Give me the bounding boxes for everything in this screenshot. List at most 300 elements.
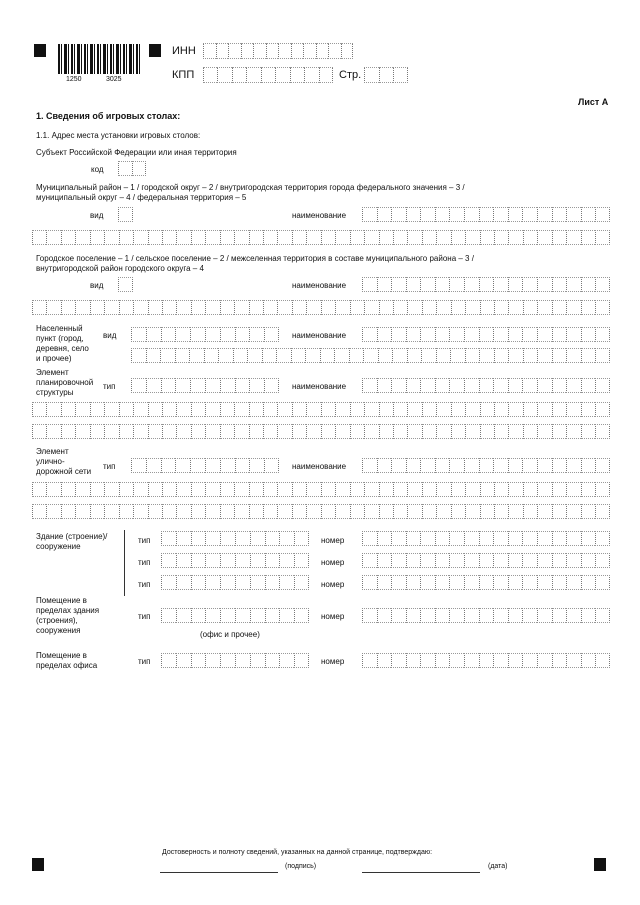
char-cell[interactable]	[494, 348, 509, 363]
char-cell[interactable]	[319, 67, 333, 83]
char-cell[interactable]	[32, 504, 46, 519]
char-cell[interactable]	[552, 327, 567, 342]
char-cell[interactable]	[321, 300, 335, 315]
char-cell[interactable]	[104, 230, 118, 245]
char-cell[interactable]	[148, 424, 162, 439]
char-cell[interactable]	[393, 424, 407, 439]
char-cell[interactable]	[379, 67, 394, 83]
char-cell[interactable]	[275, 67, 289, 83]
char-cell[interactable]	[391, 531, 406, 546]
char-cell[interactable]	[581, 402, 595, 417]
char-cell[interactable]	[566, 300, 580, 315]
char-cell[interactable]	[90, 424, 104, 439]
char-cell[interactable]	[362, 378, 377, 393]
char-cell[interactable]	[436, 424, 450, 439]
char-cell[interactable]	[321, 402, 335, 417]
char-cell[interactable]	[537, 424, 551, 439]
municipal-name-field-row-2[interactable]	[32, 230, 610, 245]
char-cell[interactable]	[379, 482, 393, 497]
char-cell[interactable]	[377, 277, 392, 292]
char-cell[interactable]	[46, 482, 60, 497]
char-cell[interactable]	[449, 207, 464, 222]
char-cell[interactable]	[161, 575, 176, 590]
char-cell[interactable]	[175, 378, 190, 393]
char-cell[interactable]	[406, 531, 421, 546]
char-cell[interactable]	[391, 378, 406, 393]
char-cell[interactable]	[264, 458, 279, 473]
char-cell[interactable]	[61, 424, 75, 439]
char-cell[interactable]	[220, 458, 235, 473]
char-cell[interactable]	[436, 300, 450, 315]
char-cell[interactable]	[522, 575, 537, 590]
char-cell[interactable]	[420, 207, 435, 222]
char-cell[interactable]	[335, 504, 349, 519]
char-cell[interactable]	[422, 402, 436, 417]
char-cell[interactable]	[480, 300, 494, 315]
char-cell[interactable]	[250, 575, 265, 590]
char-cell[interactable]	[465, 300, 479, 315]
char-cell[interactable]	[581, 608, 596, 623]
char-cell[interactable]	[465, 348, 480, 363]
char-cell[interactable]	[436, 402, 450, 417]
char-cell[interactable]	[464, 207, 479, 222]
char-cell[interactable]	[406, 608, 421, 623]
char-cell[interactable]	[306, 300, 320, 315]
char-cell[interactable]	[465, 230, 479, 245]
char-cell[interactable]	[378, 348, 393, 363]
char-cell[interactable]	[435, 327, 450, 342]
char-cell[interactable]	[233, 348, 248, 363]
char-cell[interactable]	[191, 553, 206, 568]
char-cell[interactable]	[250, 653, 265, 668]
char-cell[interactable]	[220, 424, 234, 439]
char-cell[interactable]	[350, 402, 364, 417]
char-cell[interactable]	[235, 531, 250, 546]
char-cell[interactable]	[364, 504, 378, 519]
planning-name-field-row-2[interactable]	[32, 402, 610, 417]
char-cell[interactable]	[552, 575, 567, 590]
char-cell[interactable]	[191, 402, 205, 417]
char-cell[interactable]	[537, 458, 552, 473]
char-cell[interactable]	[161, 378, 176, 393]
char-cell[interactable]	[250, 553, 265, 568]
char-cell[interactable]	[241, 43, 254, 59]
char-cell[interactable]	[234, 504, 248, 519]
char-cell[interactable]	[393, 230, 407, 245]
char-cell[interactable]	[228, 43, 241, 59]
char-cell[interactable]	[508, 531, 523, 546]
building-kind-field-2[interactable]	[161, 553, 309, 568]
char-cell[interactable]	[595, 531, 610, 546]
char-cell[interactable]	[292, 230, 306, 245]
char-cell[interactable]	[522, 327, 537, 342]
char-cell[interactable]	[220, 482, 234, 497]
char-cell[interactable]	[250, 531, 265, 546]
char-cell[interactable]	[176, 504, 190, 519]
char-cell[interactable]	[422, 300, 436, 315]
char-cell[interactable]	[294, 553, 309, 568]
char-cell[interactable]	[581, 482, 595, 497]
char-cell[interactable]	[191, 230, 205, 245]
char-cell[interactable]	[263, 504, 277, 519]
char-cell[interactable]	[205, 424, 219, 439]
char-cell[interactable]	[46, 424, 60, 439]
char-cell[interactable]	[131, 348, 146, 363]
char-cell[interactable]	[292, 504, 306, 519]
char-cell[interactable]	[189, 348, 204, 363]
char-cell[interactable]	[493, 378, 508, 393]
char-cell[interactable]	[234, 424, 248, 439]
char-cell[interactable]	[566, 327, 581, 342]
char-cell[interactable]	[435, 277, 450, 292]
char-cell[interactable]	[595, 424, 609, 439]
char-cell[interactable]	[479, 327, 494, 342]
char-cell[interactable]	[291, 348, 306, 363]
char-cell[interactable]	[191, 653, 206, 668]
char-cell[interactable]	[479, 653, 494, 668]
char-cell[interactable]	[451, 504, 465, 519]
char-cell[interactable]	[279, 553, 294, 568]
char-cell[interactable]	[364, 230, 378, 245]
char-cell[interactable]	[133, 230, 147, 245]
char-cell[interactable]	[175, 348, 190, 363]
char-cell[interactable]	[146, 378, 161, 393]
char-cell[interactable]	[328, 43, 341, 59]
char-cell[interactable]	[449, 458, 464, 473]
char-cell[interactable]	[493, 277, 508, 292]
char-cell[interactable]	[449, 531, 464, 546]
char-cell[interactable]	[362, 327, 377, 342]
char-cell[interactable]	[537, 300, 551, 315]
char-cell[interactable]	[566, 348, 581, 363]
char-cell[interactable]	[118, 161, 132, 176]
char-cell[interactable]	[552, 378, 567, 393]
char-cell[interactable]	[362, 575, 377, 590]
settlement-type-field[interactable]	[118, 277, 133, 292]
char-cell[interactable]	[175, 458, 190, 473]
building-number-field-2[interactable]	[362, 553, 610, 568]
char-cell[interactable]	[435, 553, 450, 568]
char-cell[interactable]	[146, 327, 161, 342]
char-cell[interactable]	[522, 207, 537, 222]
char-cell[interactable]	[406, 553, 421, 568]
char-cell[interactable]	[508, 277, 523, 292]
char-cell[interactable]	[148, 230, 162, 245]
char-cell[interactable]	[449, 553, 464, 568]
char-cell[interactable]	[279, 531, 294, 546]
char-cell[interactable]	[294, 608, 309, 623]
char-cell[interactable]	[277, 482, 291, 497]
char-cell[interactable]	[61, 300, 75, 315]
char-cell[interactable]	[249, 458, 264, 473]
char-cell[interactable]	[249, 402, 263, 417]
char-cell[interactable]	[420, 653, 435, 668]
subject-code-field[interactable]	[118, 161, 146, 176]
char-cell[interactable]	[552, 458, 567, 473]
char-cell[interactable]	[493, 458, 508, 473]
char-cell[interactable]	[581, 424, 595, 439]
char-cell[interactable]	[449, 378, 464, 393]
char-cell[interactable]	[464, 458, 479, 473]
char-cell[interactable]	[464, 553, 479, 568]
char-cell[interactable]	[493, 207, 508, 222]
char-cell[interactable]	[581, 458, 596, 473]
char-cell[interactable]	[537, 653, 552, 668]
char-cell[interactable]	[75, 424, 89, 439]
char-cell[interactable]	[479, 207, 494, 222]
street-name-field-row-3[interactable]	[32, 504, 610, 519]
char-cell[interactable]	[205, 575, 220, 590]
char-cell[interactable]	[162, 402, 176, 417]
char-cell[interactable]	[595, 277, 610, 292]
char-cell[interactable]	[32, 482, 46, 497]
char-cell[interactable]	[552, 424, 566, 439]
char-cell[interactable]	[391, 277, 406, 292]
char-cell[interactable]	[191, 424, 205, 439]
char-cell[interactable]	[436, 230, 450, 245]
char-cell[interactable]	[522, 653, 537, 668]
char-cell[interactable]	[449, 608, 464, 623]
char-cell[interactable]	[393, 402, 407, 417]
char-cell[interactable]	[232, 67, 246, 83]
char-cell[interactable]	[32, 424, 46, 439]
char-cell[interactable]	[451, 402, 465, 417]
char-cell[interactable]	[303, 43, 316, 59]
char-cell[interactable]	[508, 553, 523, 568]
char-cell[interactable]	[494, 482, 508, 497]
char-cell[interactable]	[480, 482, 494, 497]
char-cell[interactable]	[205, 531, 220, 546]
char-cell[interactable]	[250, 608, 265, 623]
char-cell[interactable]	[566, 378, 581, 393]
char-cell[interactable]	[379, 504, 393, 519]
char-cell[interactable]	[235, 458, 250, 473]
char-cell[interactable]	[235, 653, 250, 668]
char-cell[interactable]	[537, 553, 552, 568]
char-cell[interactable]	[61, 230, 75, 245]
char-cell[interactable]	[436, 348, 451, 363]
char-cell[interactable]	[465, 504, 479, 519]
char-cell[interactable]	[391, 653, 406, 668]
char-cell[interactable]	[235, 608, 250, 623]
char-cell[interactable]	[205, 653, 220, 668]
char-cell[interactable]	[406, 575, 421, 590]
char-cell[interactable]	[379, 424, 393, 439]
char-cell[interactable]	[249, 424, 263, 439]
char-cell[interactable]	[205, 230, 219, 245]
char-cell[interactable]	[306, 230, 320, 245]
char-cell[interactable]	[595, 553, 610, 568]
char-cell[interactable]	[175, 327, 190, 342]
char-cell[interactable]	[205, 608, 220, 623]
char-cell[interactable]	[480, 424, 494, 439]
char-cell[interactable]	[420, 553, 435, 568]
signature-line[interactable]	[160, 872, 278, 873]
char-cell[interactable]	[522, 277, 537, 292]
char-cell[interactable]	[552, 531, 567, 546]
char-cell[interactable]	[581, 575, 596, 590]
char-cell[interactable]	[341, 43, 354, 59]
char-cell[interactable]	[90, 300, 104, 315]
char-cell[interactable]	[265, 653, 280, 668]
char-cell[interactable]	[146, 348, 161, 363]
char-cell[interactable]	[204, 348, 219, 363]
char-cell[interactable]	[90, 504, 104, 519]
char-cell[interactable]	[220, 504, 234, 519]
char-cell[interactable]	[321, 424, 335, 439]
char-cell[interactable]	[552, 504, 566, 519]
char-cell[interactable]	[162, 504, 176, 519]
page-number-field[interactable]	[364, 67, 408, 83]
char-cell[interactable]	[266, 43, 279, 59]
char-cell[interactable]	[234, 230, 248, 245]
char-cell[interactable]	[449, 327, 464, 342]
char-cell[interactable]	[305, 348, 320, 363]
char-cell[interactable]	[595, 482, 609, 497]
char-cell[interactable]	[277, 504, 291, 519]
char-cell[interactable]	[450, 348, 465, 363]
char-cell[interactable]	[522, 378, 537, 393]
char-cell[interactable]	[133, 482, 147, 497]
char-cell[interactable]	[464, 531, 479, 546]
char-cell[interactable]	[46, 504, 60, 519]
char-cell[interactable]	[118, 277, 133, 292]
char-cell[interactable]	[522, 553, 537, 568]
street-kind-field[interactable]	[131, 458, 279, 473]
char-cell[interactable]	[494, 300, 508, 315]
char-cell[interactable]	[422, 482, 436, 497]
char-cell[interactable]	[294, 531, 309, 546]
char-cell[interactable]	[581, 653, 596, 668]
char-cell[interactable]	[391, 458, 406, 473]
char-cell[interactable]	[234, 300, 248, 315]
char-cell[interactable]	[277, 230, 291, 245]
char-cell[interactable]	[494, 402, 508, 417]
char-cell[interactable]	[205, 300, 219, 315]
char-cell[interactable]	[451, 424, 465, 439]
char-cell[interactable]	[205, 402, 219, 417]
char-cell[interactable]	[190, 327, 205, 342]
char-cell[interactable]	[595, 653, 610, 668]
char-cell[interactable]	[581, 553, 596, 568]
char-cell[interactable]	[205, 504, 219, 519]
char-cell[interactable]	[420, 575, 435, 590]
char-cell[interactable]	[263, 300, 277, 315]
char-cell[interactable]	[176, 300, 190, 315]
char-cell[interactable]	[522, 531, 537, 546]
char-cell[interactable]	[279, 575, 294, 590]
char-cell[interactable]	[176, 575, 191, 590]
char-cell[interactable]	[292, 300, 306, 315]
char-cell[interactable]	[377, 553, 392, 568]
char-cell[interactable]	[191, 482, 205, 497]
char-cell[interactable]	[566, 458, 581, 473]
char-cell[interactable]	[176, 553, 191, 568]
char-cell[interactable]	[235, 575, 250, 590]
char-cell[interactable]	[523, 504, 537, 519]
char-cell[interactable]	[449, 575, 464, 590]
char-cell[interactable]	[508, 402, 522, 417]
char-cell[interactable]	[581, 378, 596, 393]
char-cell[interactable]	[75, 230, 89, 245]
settlement-name-field-row-1[interactable]	[362, 277, 610, 292]
char-cell[interactable]	[464, 327, 479, 342]
char-cell[interactable]	[277, 402, 291, 417]
char-cell[interactable]	[493, 531, 508, 546]
char-cell[interactable]	[249, 378, 264, 393]
char-cell[interactable]	[552, 277, 567, 292]
char-cell[interactable]	[161, 553, 176, 568]
char-cell[interactable]	[566, 553, 581, 568]
char-cell[interactable]	[104, 300, 118, 315]
char-cell[interactable]	[595, 504, 609, 519]
char-cell[interactable]	[191, 531, 206, 546]
char-cell[interactable]	[581, 230, 595, 245]
char-cell[interactable]	[464, 277, 479, 292]
char-cell[interactable]	[46, 402, 60, 417]
char-cell[interactable]	[205, 482, 219, 497]
char-cell[interactable]	[349, 348, 364, 363]
char-cell[interactable]	[32, 230, 46, 245]
char-cell[interactable]	[61, 504, 75, 519]
char-cell[interactable]	[220, 402, 234, 417]
char-cell[interactable]	[377, 458, 392, 473]
char-cell[interactable]	[364, 482, 378, 497]
char-cell[interactable]	[523, 402, 537, 417]
char-cell[interactable]	[420, 378, 435, 393]
char-cell[interactable]	[75, 504, 89, 519]
char-cell[interactable]	[119, 230, 133, 245]
locality-name-field-row-1[interactable]	[362, 327, 610, 342]
date-line[interactable]	[362, 872, 480, 873]
char-cell[interactable]	[294, 575, 309, 590]
char-cell[interactable]	[335, 300, 349, 315]
char-cell[interactable]	[160, 348, 175, 363]
char-cell[interactable]	[306, 402, 320, 417]
char-cell[interactable]	[263, 230, 277, 245]
char-cell[interactable]	[420, 531, 435, 546]
char-cell[interactable]	[247, 348, 262, 363]
char-cell[interactable]	[90, 230, 104, 245]
char-cell[interactable]	[451, 482, 465, 497]
street-name-field-row-2[interactable]	[32, 482, 610, 497]
char-cell[interactable]	[265, 608, 280, 623]
char-cell[interactable]	[508, 653, 523, 668]
char-cell[interactable]	[479, 575, 494, 590]
char-cell[interactable]	[449, 277, 464, 292]
char-cell[interactable]	[537, 504, 551, 519]
char-cell[interactable]	[276, 348, 291, 363]
char-cell[interactable]	[566, 402, 580, 417]
char-cell[interactable]	[581, 207, 596, 222]
char-cell[interactable]	[306, 424, 320, 439]
char-cell[interactable]	[537, 482, 551, 497]
char-cell[interactable]	[451, 300, 465, 315]
street-name-field-row-1[interactable]	[362, 458, 610, 473]
char-cell[interactable]	[148, 300, 162, 315]
char-cell[interactable]	[75, 402, 89, 417]
char-cell[interactable]	[265, 575, 280, 590]
char-cell[interactable]	[595, 575, 610, 590]
locality-type-field[interactable]	[131, 327, 279, 342]
char-cell[interactable]	[335, 230, 349, 245]
char-cell[interactable]	[436, 482, 450, 497]
char-cell[interactable]	[235, 553, 250, 568]
char-cell[interactable]	[537, 402, 551, 417]
inn-field[interactable]	[203, 43, 353, 59]
char-cell[interactable]	[552, 482, 566, 497]
char-cell[interactable]	[464, 653, 479, 668]
